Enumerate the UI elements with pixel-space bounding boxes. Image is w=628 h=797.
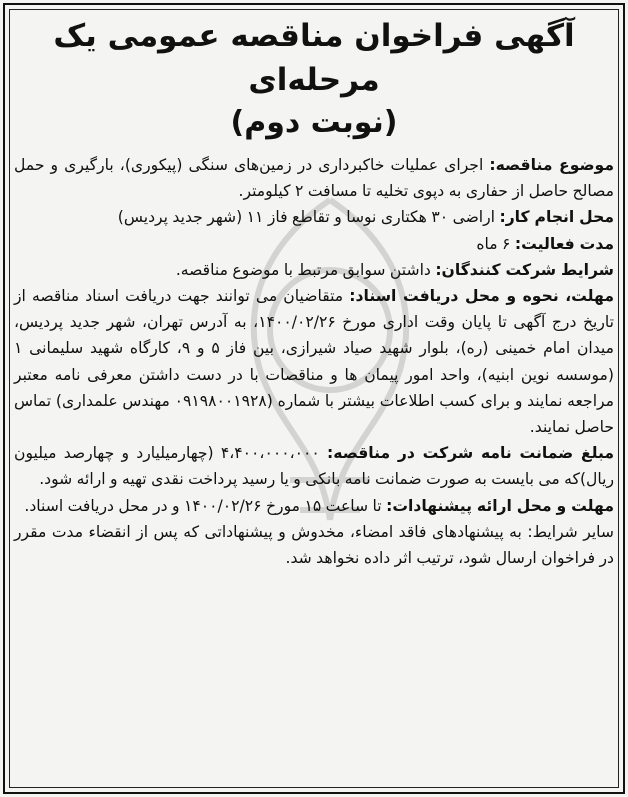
section-label: مهلت و محل ارائه پیشنهادات:	[386, 496, 614, 515]
section-label: شرایط شرکت کنندگان:	[435, 260, 614, 279]
section-text: ۶ ماه	[476, 234, 515, 253]
notice-content	[14, 14, 614, 571]
section-text: اراضی ۳۰ هکتاری نوسا و تقاطع فاز ۱۱ (شهر جدید پردیس)	[117, 208, 500, 227]
section-text: ۴،۴۰۰،۰۰۰،۰۰۰ (چهارمیلیارد و چهارصد میلیون ریال)که می بایست به صورت ضمانت نامه بانکی و یا رسید پرداخت نقدی تهیه و ارائه شود.	[14, 444, 614, 489]
section-text: داشتن سوابق مرتبط با موضوع مناقصه.	[175, 260, 436, 279]
section-location	[14, 204, 614, 230]
section-text: تا ساعت ۱۵ مورخ ۱۴۰۰/۰۲/۲۶ و در محل دریافت اسناد.	[24, 496, 387, 515]
section-documents	[14, 283, 614, 440]
section-text: سایر شرایط: به پیشنهادهای فاقد امضاء، مخدوش و پیشنهاداتی که پس از انقضاء مدت مقرر در فراخوان ارسال شود، ترتیب اثر داده نخواهد شد.	[14, 522, 614, 568]
section-subject	[14, 152, 614, 204]
section-other-conditions	[14, 519, 614, 571]
section-label: مهلت، نحوه و محل دریافت اسناد:	[349, 287, 614, 306]
notice-subtitle: (نوبت دوم)	[230, 105, 398, 140]
section-text: متقاضیان می توانند جهت دریافت اسناد مناقصه از تاریخ درج آگهی تا پایان وقت اداری مورخ ۱۴۰۰/۰۲/۲۶، به آدرس تهران، شهر جدید پردیس، میدان امام خمینی (ره)، بلوار شهید صیاد شیرازی، بین فاز ۵ و ۹، کارگاه شهید سلیمانی ۱ (موسسه نوین ابنیه)، واحد امور پیمان ها و مناقصات با در دست داشتن معرفی نامه معتبر مراجعه نمایند و برای کسب اطلاعات بیشتر با شماره (۰۹۱۹۸۰۰۱۹۲۸ مهندس علمداری) تماس حاصل نمایند.	[14, 287, 614, 437]
section-guarantee	[14, 440, 614, 492]
section-submission	[14, 493, 614, 519]
notice-title: آگهی فراخوان مناقصه عمومی یک مرحله‌ای	[53, 18, 575, 98]
section-participant-conditions	[14, 257, 614, 283]
section-duration	[14, 231, 614, 257]
section-label: مبلغ ضمانت نامه شرکت در مناقصه:	[327, 444, 615, 463]
section-label: محل انجام کار:	[499, 208, 614, 227]
section-label: مدت فعالیت:	[514, 234, 614, 253]
section-label: موضوع مناقصه:	[489, 156, 614, 174]
section-text: اجرای عملیات خاکبرداری در زمین‌های سنگی (پیکوری)، بارگیری و حمل مصالح حاصل از حفاری به دپوی تخلیه تا مسافت ۲ کیلومتر.	[14, 156, 614, 201]
